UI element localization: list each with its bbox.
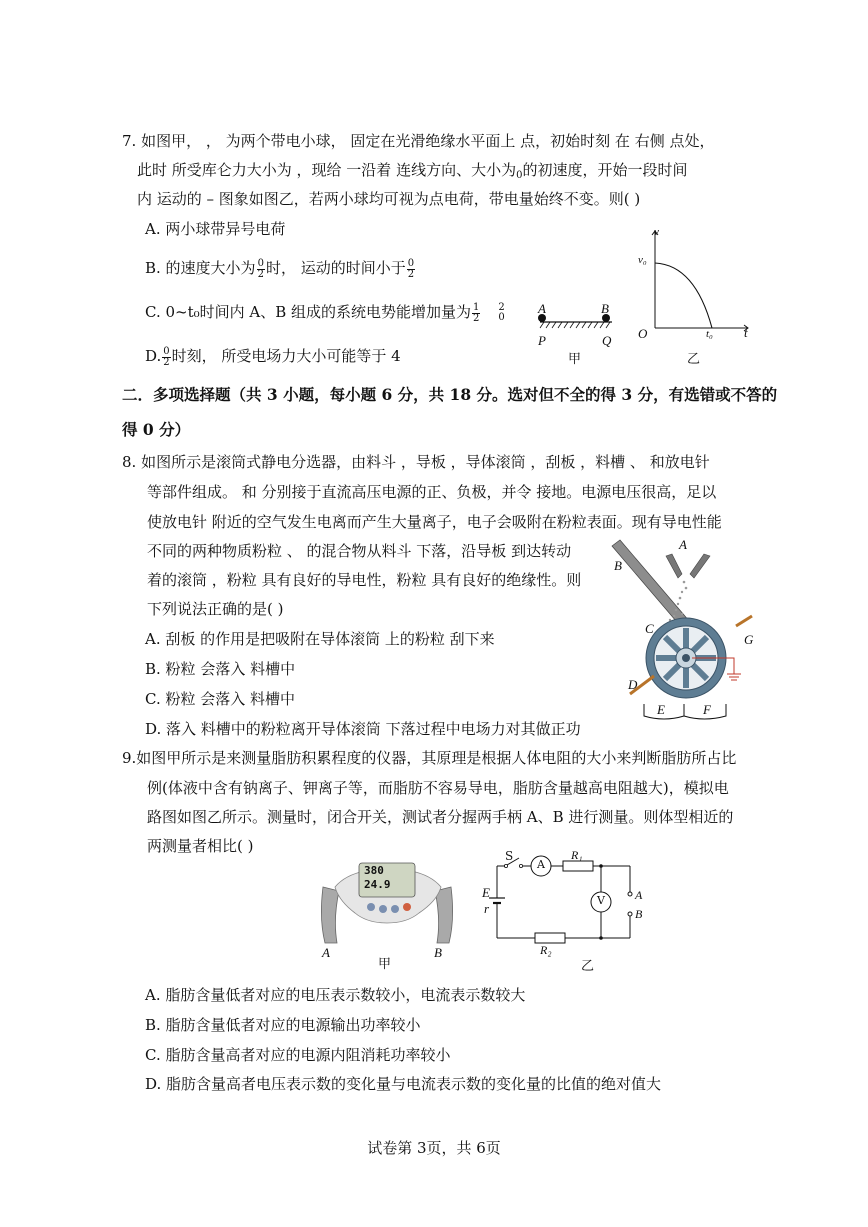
q8-line3: 使放电针 附近的空气发生电离而产生大量离子，电子会吸附在粉粒表面。现有导电性能 <box>147 513 722 531</box>
q9-option-d: D. 脂肪含量高者电压表示数的变化量与电流表示数的变化量的比值的绝对值大 <box>145 1075 662 1093</box>
handle-a <box>321 887 339 943</box>
figure-9-jia-device <box>315 857 460 952</box>
q8-line5: 着的滚筒 ，粉粒 具有良好的导电性，粉粒 具有良好的绝缘性。则 <box>147 571 582 589</box>
fig9-label-r1: R₁ <box>571 848 583 862</box>
fig9-jia-caption: 甲 <box>378 957 392 972</box>
q9-line3: 路图如图乙所示。测量时，闭合开关，测试者分握两手柄 A、B 进行测量。则体型相近的 <box>147 808 734 826</box>
fig7-jia-caption: 甲 <box>568 352 582 367</box>
fig9-label-r: r <box>484 901 490 916</box>
fig9-jia-label-b: B <box>434 945 442 960</box>
fig8-label-a: A <box>679 537 687 552</box>
q8-option-a: A. 刮板 的作用是把吸附在导体滚筒 上的粉粒 刮下来 <box>145 630 495 648</box>
fig9-yi-label-a: A <box>635 888 643 902</box>
fig8-label-f: F <box>703 702 711 717</box>
q8-line1: 8. 如图所示是滚筒式静电分选器，由料斗 ，导板 ，导体滚筒 ，刮板 ，料槽 、 和放电针 <box>122 453 710 471</box>
q8-line4: 不同的两种物质粉粒 、 的混合物从料斗 下落，沿导板 到达转动 <box>147 542 572 560</box>
fig7-yi-caption: 乙 <box>687 352 701 367</box>
q7-line3: 内 运动的 – 图象如图乙，若两小球均可视为点电荷，带电量始终不变。则( ) <box>137 190 641 208</box>
q7-option-b: B. 的速度大小为 $\frac{0}{2}$ 时， 运动的时间小于 $\frac{0}{2}$ <box>145 257 415 280</box>
q8-option-b: B. 粉粒 会落入 料槽中 <box>145 660 296 678</box>
figure-8-separator <box>608 532 758 724</box>
q7-line1: 7. 如图甲， ， 为两个带电小球， 固定在光滑绝缘水平面上 点，初始时刻 在 右侧 点处， <box>122 132 715 150</box>
q9-option-a: A. 脂肪含量低者对应的电压表示数较小，电流表示数较大 <box>145 986 526 1004</box>
figure-7-yi-vt-graph <box>640 225 755 340</box>
fig9-yi-label-b: B <box>635 907 643 921</box>
fig7-label-p: P <box>538 333 546 348</box>
fig7-label-t0: t₀ <box>706 328 713 340</box>
fig7-label-b: B <box>601 301 609 316</box>
q8-option-c: C. 粉粒 会落入 料槽中 <box>145 690 296 708</box>
device-screen-reading-1: 380 <box>364 864 384 877</box>
fig9-yi-caption: 乙 <box>581 959 595 974</box>
q7-option-d: D. $\frac{0}{2}$ 时刻， 所受电场力大小可能等于 4 <box>145 345 401 368</box>
fig9-label-r2: R₂ <box>540 943 552 957</box>
fig9-label-s: S <box>505 849 514 863</box>
vt-curve <box>655 263 712 328</box>
q7-option-c: C. 0~t₀时间内 A、B 组成的系统电势能增加量为 $\frac{1}{2}$ 2 0 <box>145 301 505 324</box>
fig7-label-q: Q <box>602 333 612 348</box>
hopper <box>666 554 682 578</box>
section-2-heading-line2: 得 0 分） <box>122 420 191 439</box>
q9-option-b: B. 脂肪含量低者对应的电源输出功率较小 <box>145 1016 421 1034</box>
fig8-label-d: D <box>628 677 638 692</box>
device-screen-reading-2: 24.9 <box>364 878 391 891</box>
fig7-label-v0: v₀ <box>638 254 647 266</box>
resistor-r2 <box>535 933 565 943</box>
page-footer: 试卷第 3页，共 6页 <box>367 1139 501 1157</box>
discharge-needle <box>736 616 752 626</box>
q9-line2: 例(体液中含有钠离子、钾离子等，而脂肪不容易导电，脂肪含量越高电阻越大)，模拟电 <box>147 779 729 797</box>
fig7-label-a: A <box>538 301 546 316</box>
fig9-label-e: E <box>482 885 490 900</box>
q8-option-d: D. 落入 料槽中的粉粒离开导体滚筒 下落过程中电场力对其做正功 <box>145 720 581 738</box>
fig8-label-e: E <box>657 702 665 717</box>
fig7-axis-t: t <box>744 325 748 340</box>
q9-line4: 两测量者相比( ) <box>147 837 254 855</box>
q9-line1: 9.如图甲所示是来测量脂肪积累程度的仪器，其原理是根据人体电阻的大小来判断脂肪所占比 <box>122 749 737 767</box>
q7-line2: 此时 所受库仑力大小为 ，现给 一沿着 连线方向、大小为$_0$的初速度，开始一段时间 <box>137 161 688 181</box>
figure-9-yi-circuit <box>485 848 665 958</box>
section-2-heading-line1: 二．多项选择题（共 3 小题，每小题 6 分，共 18 分。选对但不全的得 3 分，有选错或不答的 <box>122 385 778 404</box>
fig7-axis-v: v <box>654 226 659 238</box>
guide-plate <box>612 540 690 628</box>
q9-option-c: C. 脂肪含量高者对应的电源内阻消耗功率较小 <box>145 1046 451 1064</box>
fig9-jia-label-a: A <box>322 945 330 960</box>
fig9-voltmeter-label: V <box>597 894 605 907</box>
q8-line2: 等部件组成。 和 分别接于直流高压电源的正、负极，并令 接地。电源电压很高，足以 <box>147 483 717 501</box>
fig7-label-origin: O <box>638 326 648 341</box>
fig9-ammeter-label: A <box>537 858 545 871</box>
fig8-label-c: C <box>645 621 654 636</box>
fig8-label-g: G <box>744 632 754 647</box>
fig8-label-b: B <box>614 558 622 573</box>
q7-option-a: A. 两小球带异号电荷 <box>145 220 286 238</box>
q8-line6: 下列说法正确的是( ) <box>147 600 284 618</box>
